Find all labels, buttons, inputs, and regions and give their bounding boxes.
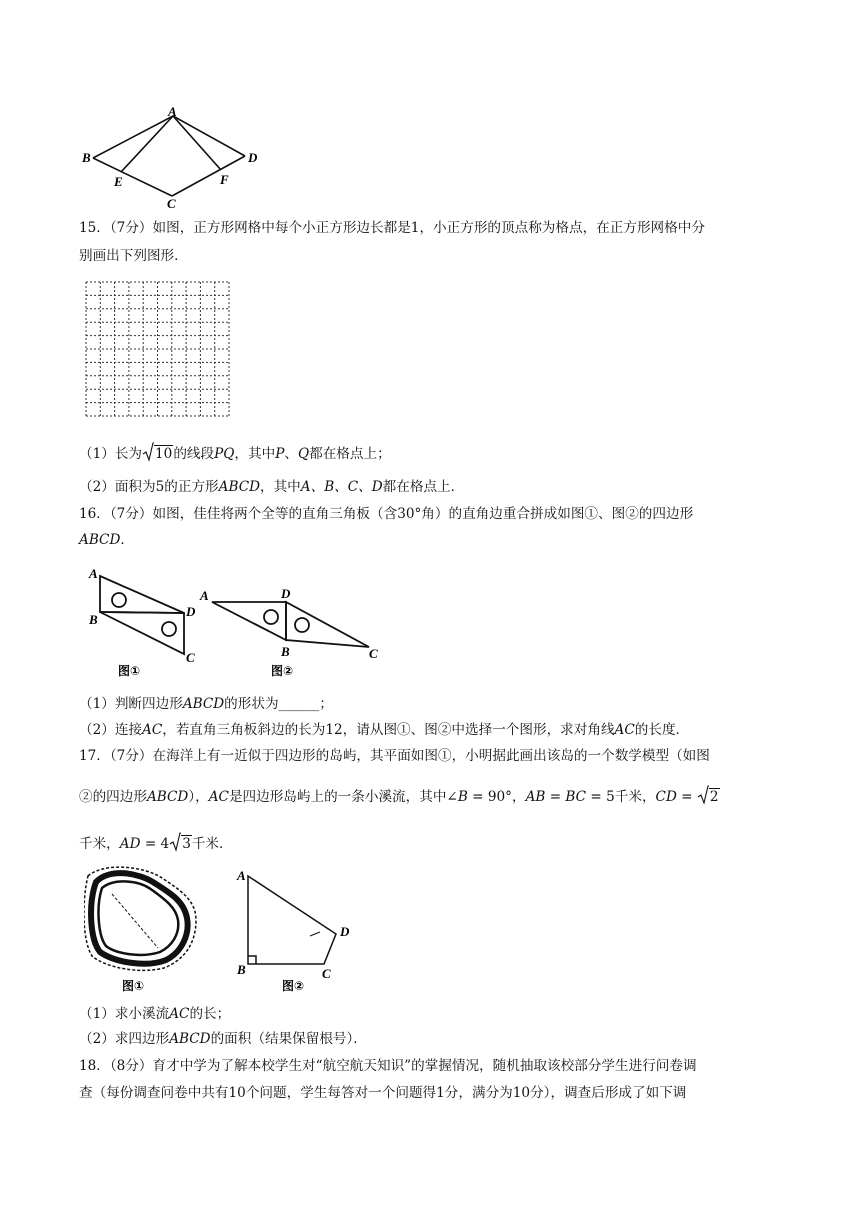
q17-stem-line1: 17．（7分）在海洋上有一近似于四边形的岛屿，其平面如图①，小明据此画出该岛的一个数学模型（如图 (79, 748, 710, 764)
q16-stem-line1: 16．（7分）如图，佳佳将两个全等的直角三角板（含30°角）的直角边重合拼成如图①、图②的四边形 (79, 506, 694, 522)
q17-part1: （1）求小溪流AC的长； (79, 1006, 231, 1022)
label-D: D (248, 150, 258, 165)
q15-stem-line2: 别画出下列图形． (79, 248, 188, 264)
q15-part2: （2）面积为5的正方形ABCD，其中A、B、C、D都在格点上． (79, 479, 465, 495)
q17-stem-line2: ②的四边形ABCD），AC是四边形岛屿上的一条小溪流，其中∠B = 90°，AB = BC = 5千米，CD = 2 (79, 785, 720, 807)
label-A: A (168, 104, 177, 119)
fig1-label-A: A (89, 566, 98, 581)
q17-stem-line3: 千米，AD = 4 3千米． (79, 832, 233, 854)
q15-part1: （1）长为 10的线段PQ，其中P、Q都在格点上； (79, 442, 391, 464)
q17-part2: （2）求四边形ABCD的面积（结果保留根号）． (79, 1031, 367, 1047)
fig1-label-B: B (89, 612, 98, 627)
q16-stem-line2: ABCD． (79, 532, 134, 548)
fig1-label-C: C (186, 650, 195, 665)
label-C: C (167, 196, 176, 208)
sqrt-3: 3 (169, 832, 192, 854)
fig2-label-A: A (200, 588, 209, 603)
fig2-caption: 图② (271, 664, 294, 678)
label-E: E (114, 174, 123, 189)
sqrt-2: 2 (697, 785, 720, 807)
fig2-label-B: B (281, 644, 290, 659)
fig1-label-D: D (186, 604, 196, 619)
q17-figures (84, 864, 364, 996)
q17-label-B: B (237, 962, 246, 977)
q17-fig2-caption: 图② (282, 979, 305, 993)
fig1-caption: 图① (118, 664, 141, 678)
q16-figures (86, 562, 386, 684)
rhombus-figure (80, 104, 270, 208)
q17-label-D: D (340, 924, 350, 939)
q15-stem-line1: 15．（7分）如图，正方形网格中每个小正方形边长都是1，小正方形的顶点称为格点，在正方形网格中分 (79, 220, 705, 236)
q18-stem-line2: 查（每份调查问卷中共有10个问题，学生每答对一个问题得1分，满分为10分），调查后形成了如下调 (79, 1085, 687, 1101)
q18-stem-line1: 18．（8分）育才中学为了解本校学生对“航空航天知识”的掌握情况，随机抽取该校部分学生进行问卷调 (79, 1058, 697, 1074)
q17-fig1-caption: 图① (122, 979, 145, 993)
q17-label-A: A (237, 868, 246, 883)
label-F: F (220, 172, 229, 187)
q16-part1: （1）判断四边形ABCD的形状为______； (79, 696, 333, 712)
square-grid (84, 280, 232, 420)
fig2-label-C: C (369, 646, 378, 661)
fig2-label-D: D (281, 586, 291, 601)
q17-label-C: C (322, 966, 331, 981)
q16-part2: （2）连接AC，若直角三角板斜边的长为12，请从图①、图②中选择一个图形，求对角线AC的长度． (79, 722, 690, 738)
sqrt-10: 10 (142, 442, 173, 464)
label-B: B (82, 150, 91, 165)
